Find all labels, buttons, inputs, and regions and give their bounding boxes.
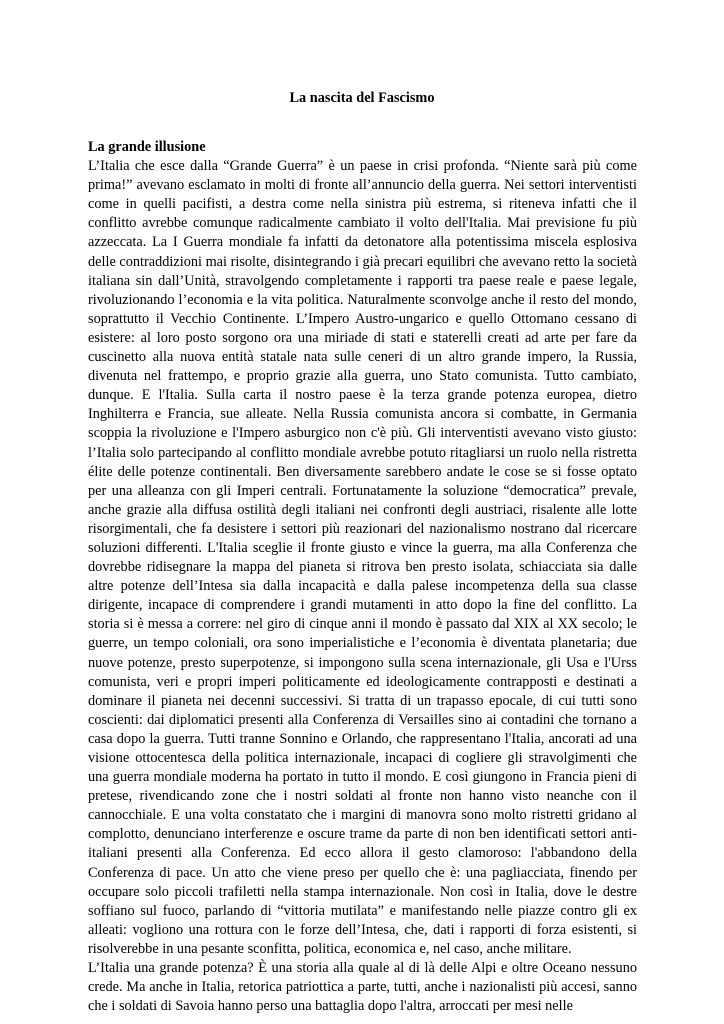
body-paragraph: L’Italia che esce dalla “Grande Guerra” è un paese in crisi profonda. “Niente sarà più come prima!” avevano esclamato in molti di fronte all’annuncio della guerra. Nei settori interventisti come in quelli pacifisti, a destra come nella sinistra più estrema, si riteneva infatti che il conflitto avrebbe comunque radicalmente cambiato il volto dell'Italia. Mai previsione fu più azzeccata. La I Guerra mondiale fa infatti da detonatore alla potentissima miscela esplosiva delle contraddizioni mai risolte, disintegrando i già precari equilibri che avevano retto la società italiana sin dall’Unità, stravolgendo completamente i rapporti tra paese reale e paese legale, rivoluzionando l’economia e la vita politica. Naturalmente sconvolge anche il resto del mondo, soprattutto il Vecchio Continente. L’Impero Austro-ungarico e quello Ottomano cessano di esistere: al loro posto sorgono ora una miriade di stati e staterelli creati ad arte per fare da cuscinetto alla nuova entità statale nata sulle ceneri di un altro grande impero, la Russia, divenuta nel frattempo, e proprio grazie alla guerra, uno Stato comunista. Tutto cambiato, dunque. E l'Italia. Sulla carta il nostro paese è la terza grande potenza europea, dietro Inghilterra e Francia, sue alleate. Nella Russia comunista ancora si combatte, in Germania scoppia la rivoluzione e l'Impero asburgico non c'è più. Gli interventisti avevano visto giusto: l’Italia solo partecipando al conflitto mondiale avrebbe potuto ritagliarsi un ruolo nella ristretta élite delle potenze continentali. Ben diversamente sarebbero andate le cose se si fosse optato per una alleanza con gli Imperi centrali. Fortunatamente la soluzione “democratica” prevale, anche grazie alla diffusa ostilità degli italiani nei confronti degli austriaci, risalente alle lotte risorgimentali, che fa desistere i settori più reazionari del nazionalismo nostrano dal ricercare soluzioni differenti. L'Italia sceglie il fronte giusto e vince la guerra, ma alla Conferenza che dovrebbe ridisegnare la mappa del pianeta si ritrova ben presto isolata, schiacciata sia dalle altre potenze dell’Intesa sia dalla incapacità e dalla palese incompetenza della sua classe dirigente, incapace di comprendere i grandi mutamenti in atto dopo la fine del conflitto. La storia si è messa a correre: nel giro di cinque anni il mondo è passato dal XIX al XX secolo; le guerre, un tempo coloniali, ora sono imperialistiche e l’economia è diventata planetaria; due nuove potenze, presto superpotenze, si impongono sulla scena internazionale, gli Usa e l'Urss comunista, veri e propri imperi politicamente ed ideologicamente contrapposti e destinati a dominare il pianeta nei decenni successivi. Si tratta di un trapasso epocale, di cui tutti sono coscienti: dai diplomatici presenti alla Conferenza di Versailles sino ai contadini che tornano a casa dopo la guerra. Tutti tranne Sonnino e Orlando, che rappresentano l'Italia, ancorati ad una visione ottocentesca della politica internazionale, incapaci di cogliere gli stravolgimenti che una guerra mondiale moderna ha portato in tutto il mondo. E così giungono in Francia pieni di pretese, rivendicando zone che i nostri soldati al fronte non hanno visto neanche con il cannocchiale. E una volta constatato che i margini di manovra sono molto ristretti gridano al complotto, denunciano interferenze e oscure trame da parte di non ben identificati settori anti-italiani presenti alla Conferenza. Ed ecco allora il gesto clamoroso: l'abbandono della Conferenza di pace. Un atto che viene preso per quello che è: una pagliacciata, finendo per occupare solo piccoli trafiletti nella stampa internazionale. Non così in Italia, dove le destre soffiano sul fuoco, parlando di “vittoria mutilata” e manifestando nelle piazze contro gli ex alleati: vogliono una rottura con le forze dell’Intesa, che, dati i rapporti di forza esistenti, si risolverebbe in una pesante sconfitta, politica, economica e, nel caso, anche militare. <box>88 158 637 957</box>
document-body <box>88 138 637 1016</box>
body-paragraph: L’Italia una grande potenza? È una storia alla quale al di là delle Alpi e oltre Oceano nessuno crede. Ma anche in Italia, retorica patriottica a parte, tutti, anche i nazionalisti più accesi, sanno che i soldati di Savoia hanno perso una battaglia dopo l'altra, arroccati per mesi nelle <box>88 960 637 1015</box>
section-heading: La grande illusione <box>88 139 206 155</box>
document-title: La nascita del Fascismo <box>289 90 435 106</box>
